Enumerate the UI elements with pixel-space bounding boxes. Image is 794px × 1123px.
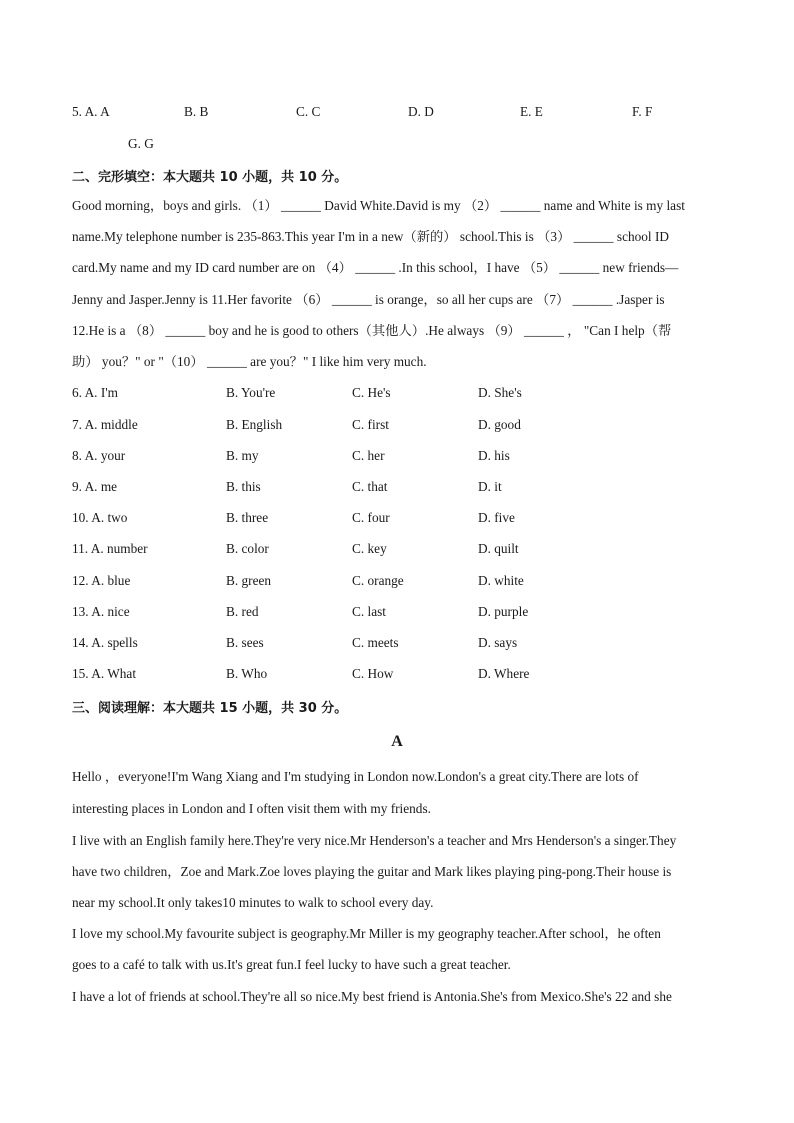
option-a: 12. A. blue <box>72 573 131 588</box>
option-a: 15. A. What <box>72 666 137 681</box>
q5-option-g: G. G <box>128 136 154 151</box>
option-d: D. Where <box>478 666 530 681</box>
option-d: D. his <box>478 448 510 463</box>
option-d: D. She's <box>478 385 522 400</box>
cloze-line: Good morning，boys and girls. （1） ______ David White.David is my （2） ______ name and White is my last <box>72 198 685 213</box>
option-c: C. her <box>352 448 385 463</box>
passage-line: I have a lot of friends at school.They're all so nice.My best friend is Antonia.She's from Mexico.She's 22 and she <box>72 989 672 1004</box>
option-a: 8. A. your <box>72 448 126 463</box>
section-heading-reading: 三、阅读理解：本大题共 15 小题，共 30 分。 <box>72 701 348 716</box>
q5-option-b: B. B <box>184 104 209 119</box>
option-b: B. You're <box>226 385 276 400</box>
cloze-line: 助） you？" or "（10） ______ are you？" I like him very much. <box>72 354 427 369</box>
option-c: C. last <box>352 604 386 619</box>
option-c: C. He's <box>352 385 391 400</box>
option-a: 6. A. I'm <box>72 385 118 400</box>
option-c: C. How <box>352 666 394 681</box>
option-c: C. meets <box>352 635 399 650</box>
option-b: B. color <box>226 541 269 556</box>
q5-option-f: F. F <box>632 104 653 119</box>
q5-option-d: D. D <box>408 104 434 119</box>
q5-option-e: E. E <box>520 104 543 119</box>
passage-line: I live with an English family here.They're very nice.Mr Henderson's a teacher and Mrs Henderson's a singer.They <box>72 833 677 848</box>
section-heading-cloze: 二、完形填空：本大题共 10 小题，共 10 分。 <box>72 170 348 185</box>
option-d: D. says <box>478 635 518 650</box>
q5-option-a: 5. A. A <box>72 104 110 119</box>
option-d: D. five <box>478 510 515 525</box>
option-b: B. sees <box>226 635 264 650</box>
passage-line: have two children，Zoe and Mark.Zoe loves playing the guitar and Mark likes playing ping-pong.Their house is <box>72 864 672 879</box>
cloze-line: 12.He is a （8） ______ boy and he is good to others（其他人）.He always （9） ______ ， "Can I help（帮 <box>72 323 672 338</box>
option-c: C. four <box>352 510 390 525</box>
passage-line: Hello ，everyone!I'm Wang Xiang and I'm studying in London now.London's a great city.There are lots of <box>72 769 639 784</box>
option-d: D. white <box>478 573 524 588</box>
option-d: D. it <box>478 479 502 494</box>
cloze-line: card.My name and my ID card number are on （4） ______ .In this school，I have （5） ______ new friends— <box>72 260 679 275</box>
option-a: 11. A. number <box>72 541 148 556</box>
passage-line: interesting places in London and I often visit them with my friends. <box>72 801 431 816</box>
option-a: 14. A. spells <box>72 635 138 650</box>
option-d: D. quilt <box>478 541 519 556</box>
option-c: C. first <box>352 417 389 432</box>
q5-option-c: C. C <box>296 104 321 119</box>
option-a: 7. A. middle <box>72 417 138 432</box>
passage-line: I love my school.My favourite subject is geography.Mr Miller is my geography teacher.After school，he often <box>72 926 661 941</box>
option-d: D. good <box>478 417 521 432</box>
option-b: B. red <box>226 604 259 619</box>
option-b: B. three <box>226 510 269 525</box>
passage-line: goes to a café to talk with us.It's great fun.I feel lucky to have such a great teacher. <box>72 957 511 972</box>
option-c: C. key <box>352 541 387 556</box>
passage-title: A <box>391 733 403 750</box>
option-b: B. my <box>226 448 259 463</box>
option-b: B. English <box>226 417 283 432</box>
option-c: C. orange <box>352 573 404 588</box>
option-a: 10. A. two <box>72 510 128 525</box>
option-a: 9. A. me <box>72 479 118 494</box>
option-c: C. that <box>352 479 388 494</box>
cloze-line: name.My telephone number is 235-863.This year I'm in a new（新的） school.This is （3） ______ school ID <box>72 229 669 244</box>
option-d: D. purple <box>478 604 529 619</box>
passage-line: near my school.It only takes10 minutes to walk to school every day. <box>72 895 434 910</box>
option-a: 13. A. nice <box>72 604 130 619</box>
option-b: B. this <box>226 479 261 494</box>
option-b: B. Who <box>226 666 268 681</box>
cloze-line: Jenny and Jasper.Jenny is 11.Her favorite （6） ______ is orange，so all her cups are （7） ______ .Jasper is <box>72 292 665 307</box>
option-b: B. green <box>226 573 272 588</box>
